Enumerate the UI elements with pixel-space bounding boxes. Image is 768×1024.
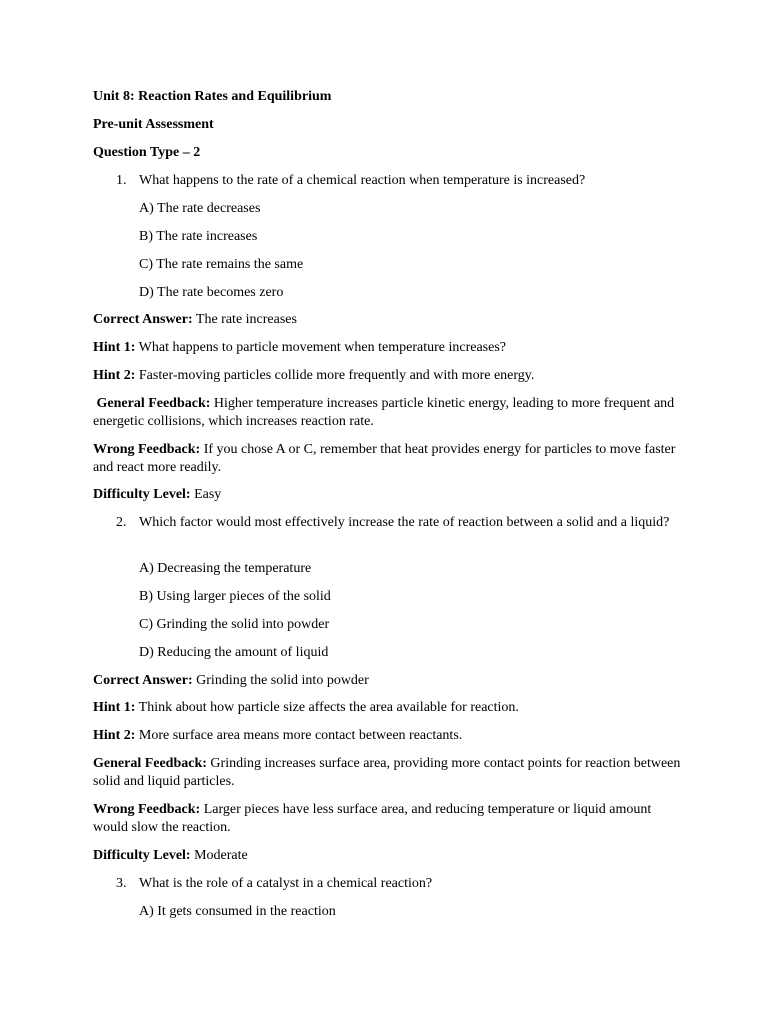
hint-1: Hint 1: Think about how particle size affects the area available for reaction.: [93, 700, 519, 715]
option-a: A) Decreasing the temperature: [139, 561, 312, 576]
question-text: What is the role of a catalyst in a chemical reaction?: [139, 876, 433, 891]
hint-2: Hint 2: Faster-moving particles collide more frequently and with more energy.: [93, 368, 535, 383]
general-feedback: General Feedback: Higher temperature increases particle kinetic energy, leading to more frequent and energetic collisions, which increases reaction rate.: [93, 396, 675, 429]
question-1: [116, 172, 676, 190]
question-3: [116, 875, 676, 893]
general-feedback: General Feedback: Grinding increases surface area, providing more contact points for reaction between solid and liquid particles.: [93, 756, 681, 789]
wrong-feedback: Wrong Feedback: If you chose A or C, remember that heat provides energy for particles to move faster and react more readily.: [93, 442, 676, 475]
question-number: 2.: [116, 515, 127, 530]
correct-answer: Correct Answer: Grinding the solid into powder: [93, 673, 369, 688]
difficulty-level: Difficulty Level: Easy: [93, 487, 222, 502]
difficulty-level: Difficulty Level: Moderate: [93, 848, 248, 863]
option-d: D) Reducing the amount of liquid: [139, 645, 329, 660]
assessment-title: Pre-unit Assessment: [93, 117, 214, 132]
option-b: B) The rate increases: [139, 229, 258, 244]
unit-title: Unit 8: Reaction Rates and Equilibrium: [93, 89, 332, 104]
correct-answer: Correct Answer: The rate increases: [93, 312, 297, 327]
option-d: D) The rate becomes zero: [139, 285, 284, 300]
question-2: [116, 514, 676, 532]
hint-2: Hint 2: More surface area means more contact between reactants.: [93, 728, 463, 743]
question-type: Question Type – 2: [93, 145, 201, 160]
question-number: 3.: [116, 876, 127, 891]
option-c: C) The rate remains the same: [139, 257, 304, 272]
question-text: Which factor would most effectively increase the rate of reaction between a solid and a liquid?: [139, 515, 670, 530]
hint-1: Hint 1: What happens to particle movement when temperature increases?: [93, 340, 506, 355]
question-text: What happens to the rate of a chemical reaction when temperature is increased?: [139, 173, 586, 188]
question-number: 1.: [116, 173, 127, 188]
option-a: A) It gets consumed in the reaction: [139, 904, 336, 919]
option-b: B) Using larger pieces of the solid: [139, 589, 331, 604]
option-c: C) Grinding the solid into powder: [139, 617, 330, 632]
wrong-feedback: Wrong Feedback: Larger pieces have less surface area, and reducing temperature or liquid amount would slow the reaction.: [93, 802, 652, 835]
option-a: A) The rate decreases: [139, 201, 261, 216]
